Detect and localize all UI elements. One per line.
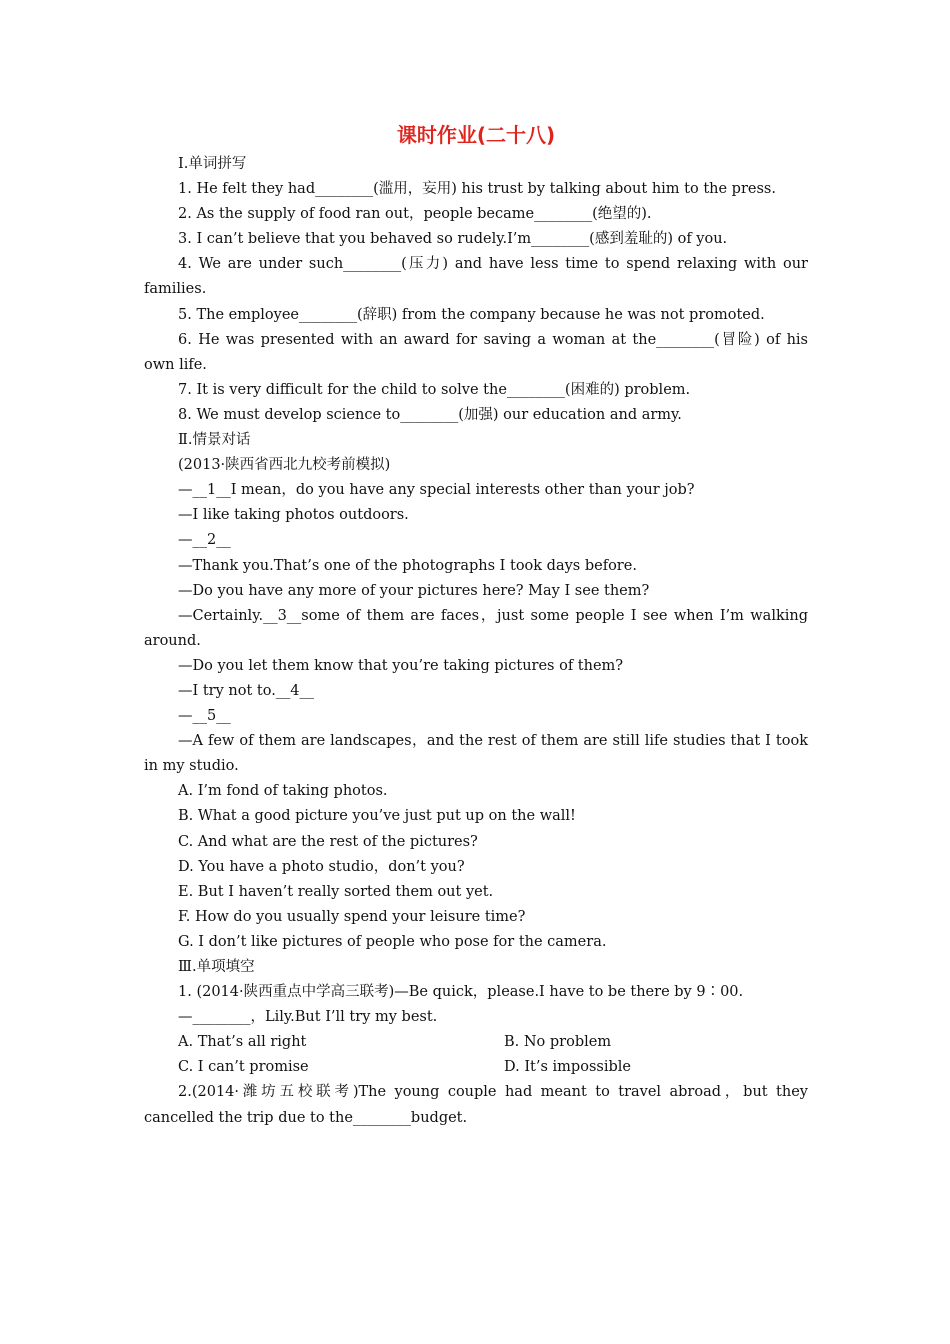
vocab-item-8: 8. We must develop science to________(加强) our education and army. [178, 406, 682, 423]
question-2-stem: 2.(2014·潍坊五校联考)The young couple had meant to travel abroad，but they cancelled the trip due to the________budget. [144, 1084, 813, 1126]
dialogue-line: —__1__I mean，do you have any special interests other than your job? [178, 482, 695, 499]
worksheet-page [144, 118, 813, 1131]
vocab-item-7: 7. It is very difficult for the child to solve the________(困难的) problem. [178, 381, 691, 398]
question-1-reply: —________，Lily.But I’ll try my best. [178, 1009, 438, 1026]
option-a: A. I’m fond of taking photos. [178, 783, 388, 800]
vocab-item-5: 5. The employee________(辞职) from the company because he was not promoted. [178, 306, 765, 323]
dialogue-line: —Certainly.__3__some of them are faces，just some people I see when I’m walking around. [144, 607, 813, 649]
dialogue-line: —__5__ [178, 708, 231, 725]
dialogue-line: —I like taking photos outdoors. [178, 507, 409, 524]
option-f: F. How do you usually spend your leisure time? [178, 908, 526, 925]
option-c: C. And what are the rest of the pictures? [178, 833, 478, 850]
dialogue-line: —I try not to.__4__ [178, 682, 315, 699]
choice-b: B. No problem [504, 1034, 612, 1051]
choice-a: A. That’s all right [178, 1034, 307, 1051]
dialogue-line: —Do you let them know that you’re taking pictures of them? [178, 657, 624, 674]
section1-heading: Ⅰ.单词拼写 [178, 156, 247, 172]
vocab-item-4: 4. We are under such________(压力) and have less time to spend relaxing with our families. [144, 256, 813, 298]
dialogue-line: —A few of them are landscapes，and the rest of them are still life studies that I took in my studio. [144, 733, 813, 775]
vocab-item-3: 3. I can’t believe that you behaved so rudely.I’m________(感到羞耻的) of you. [178, 231, 728, 248]
dialogue-line: —__2__ [178, 532, 231, 549]
section2-heading: Ⅱ.情景对话 [178, 432, 251, 449]
question-1-choices-row-2 [144, 1055, 808, 1080]
section3-heading: Ⅲ.单项填空 [178, 959, 255, 975]
dialogue-line: —Do you have any more of your pictures here? May I see them? [178, 582, 650, 599]
vocab-item-1: 1. He felt they had________(滥用，妄用) his trust by talking about him to the press. [178, 181, 776, 198]
section2-source: (2013·陕西省西北九校考前模拟) [178, 457, 391, 474]
option-b: B. What a good picture you’ve just put up on the wall! [178, 808, 576, 825]
question-1-stem: 1. (2014·陕西重点中学高三联考)—Be quick，please.I have to be there by 9∶00. [178, 984, 744, 1001]
option-e: E. But I haven’t really sorted them out yet. [178, 883, 494, 900]
choice-d: D. It’s impossible [504, 1059, 631, 1076]
option-g: G. I don’t like pictures of people who pose for the camera. [178, 933, 607, 950]
vocab-item-2: 2. As the supply of food ran out，people became________(绝望的). [178, 206, 652, 223]
page-title: 课时作业(二十八) [396, 123, 556, 147]
option-d: D. You have a photo studio，don’t you? [178, 858, 465, 875]
vocab-item-6: 6. He was presented with an award for saving a woman at the________(冒险) of his own life. [144, 331, 813, 373]
dialogue-line: —Thank you.That’s one of the photographs I took days before. [178, 557, 637, 574]
question-1-choices-row-1 [144, 1030, 808, 1055]
choice-c: C. I can’t promise [178, 1059, 309, 1076]
